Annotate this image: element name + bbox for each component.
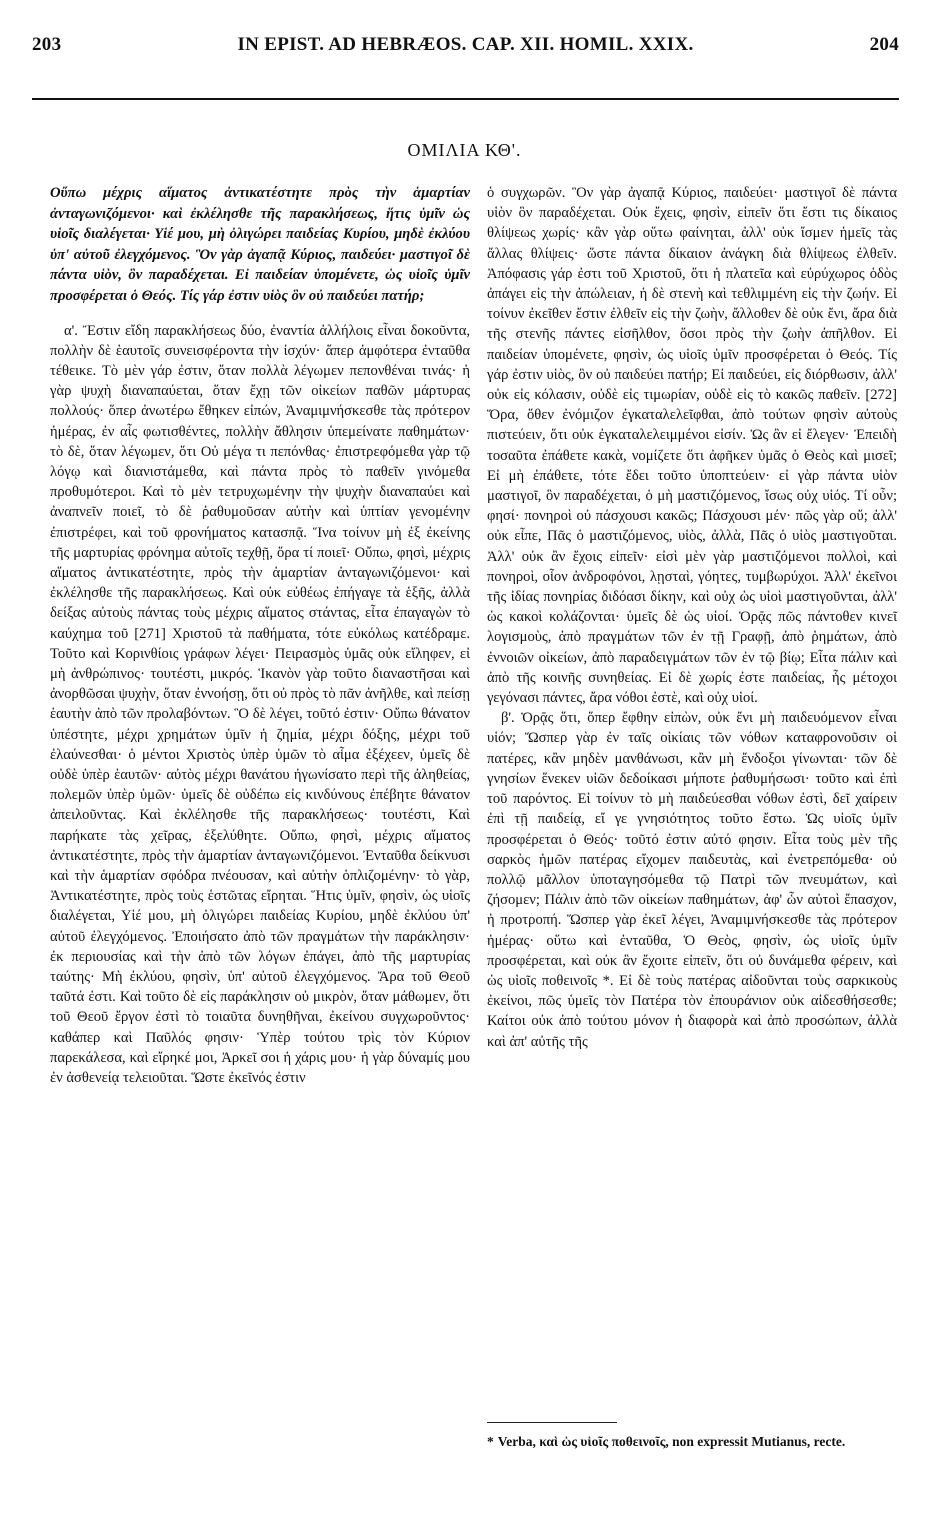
right-body-text-1: ὁ συγχωρῶν. Ὃν γὰρ ἀγαπᾷ Κύριος, παιδεύει· μαστιγοῖ δὲ πάντα υἱὸν ὃν παραδέχεται. Οὐκ ἔχεις, φησὶν, εἰπεῖν ὅτι ἔστι τις δίκαιος θλίψεως χωρίς· κἂν γὰρ οὕτω φαίνηται, ἀλλ' οὐκ ἴσμεν ἡμεῖς τὰς ἄλλας θλίψεις· ὥστε πάντα δίκαιον ἀνάγκη διὰ θλίψεως ἐλθεῖν. Ἀπόφασις γάρ ἐστι τοῦ Χριστοῦ, ὅτι ἡ πλατεῖα καὶ εὐρύχωρος ὁδὸς ἀπάγει εἰς τὴν ἀπώλειαν, ἡ δὲ στενὴ καὶ τεθλιμμένη εἰς τὴν ζωήν. Εἰ τοίνυν ἐκεῖθεν ἔστιν ἐλθεῖν εἰς τὴν ζωὴν, ἄλλοθεν δὲ οὐκ ἔνι, ἄρα διὰ τῆς στενῆς πάντες εἰσῆλθον, ὅσοι πρὸς τὴν ζωὴν ἀπῆλθον. Εἰ παιδείαν ὑπομένετε, φησὶν, ὡς υἱοῖς ὑμῖν προσφέρεται ὁ Θεός. Τίς γάρ ἐστιν υἱὸς, ὃν οὐ παιδεύει πατήρ; Εἰ παιδεύει, εἰς διόρθωσιν, ἀλλ' οὐκ εἰς κόλασιν, οὐδὲ εἰς τιμωρίαν, οὐδὲ εἰς τὸ κακῶς παθεῖν. [272] Ὅρα, ὅθεν ἐνόμιζον ἐγκαταλελεῖφθαι, ἀπὸ τούτων φησὶν αὐτοὺς πιστεύειν, ὅτι οὐκ ἐγκαταλελειμμένοι εἰσίν. Ὡς ἂν εἰ ἔλεγεν· Ἐπειδὴ τοσαῦτα ἐπάθετε κακὰ, νομίζετε ὅτι ἀφῆκεν ὑμᾶς ὁ Θεὸς καὶ μισεῖ; Εἰ μὴ ἐπάθετε, τότε ἔδει τοῦτο ὑποπτεύειν· εἰ γὰρ πάντα υἱὸν μαστιγοῖ, ὃν παραδέχεται, ὁ μὴ μαστιζόμενος, ἴσως οὐχ υἱός. Τί οὖν; φησί· πονηροὶ οὐ πάσχουσι κακῶς; Πάσχουσι μέν· πῶς γὰρ οὔ; ἀλλ' οὐκ εἶπε, Πᾶς ὁ μαστιζόμενος, υἱὸς, ἀλλὰ, Πᾶς ὁ υἱὸς μαστιγοῦται. Ἀλλ' οὐκ ἂν ἔχοις εἰπεῖν· εἰσὶ μὲν γὰρ μαστιζόμενοι πολλοὶ, καὶ πονηροὶ, οἷον ἀνδροφόνοι, λῃσταὶ, γόητες, τυμβωρύχοι. Ἀλλ' ἐκεῖνοι τῆς ἰδίας πονηρίας διδόασι δίκην, καὶ οὐχ ὡς υἱοὶ μαστιγοῦνται, ἀλλ' ὡς κακοὶ κολάζονται· ὑμεῖς δὲ ὡς υἱοί. Ὁρᾷς πῶς πάντοθεν κινεῖ λογισμοὺς, ἀπὸ πραγμάτων τῶν ἐν τῇ Γραφῇ, ἀπὸ ῥημάτων, ἀπὸ ἐννοιῶν οἰκείων, ἀπὸ παραδειγμάτων τῶν ἐν τῷ βίῳ; Εἶτα πάλιν καὶ ἀπὸ τῆς κοινῆς συνηθείας. Εἰ δὲ χωρίς ἐστε παιδείας, ἧς μέτοχοι γεγόνασι πάντες, ἄρα νόθοι ἐστὲ, καὶ οὐχ υἱοί. xyxy=(487,185,897,707)
footnote-marker: * xyxy=(487,1434,494,1449)
footnote-rule xyxy=(487,1422,617,1423)
right-body-text-2: β'. Ὁρᾷς ὅτι, ὅπερ ἔφθην εἰπὼν, οὐκ ἔνι μὴ παιδευόμενον εἶναι υἱόν; Ὥσπερ γὰρ ἐν ταῖς οἰκίαις τῶν νόθων καταφρονοῦσιν οἱ πατέρες, κἂν μηδὲν μανθάνωσι, κἂν μὴ ἔνδοξοι γίνωνται· τῶν δὲ γνησίων ἕνεκεν υἱῶν δεδοίκασι μήποτε ῥαθυμήσωσι· τοῦτο καὶ ἐπὶ τοῦ παρόντος. Εἰ τοίνυν τὸ μὴ παιδεύεσθαι νόθων ἐστὶ, δεῖ χαίρειν ἐπὶ τῇ παιδείᾳ, εἴ γε γνησιότητος τοῦτο ἔστω. Ὡς υἱοῖς ὑμῖν προσφέρεται ὁ Θεός· τοῦτό ἐστιν αὐτό φησιν. Εἶτα τοὺς μὲν τῆς σαρκὸς ἡμῶν πατέρας εἴχομεν παιδευτὰς, καὶ ἐνετρεπόμεθα· οὐ πολλῷ μᾶλλον ὑποταγησόμεθα τῷ Πατρὶ τῶν πνευμάτων, καὶ ζήσομεν; Πάλιν ἀπὸ τῶν οἰκείων παθημάτων, ἀφ' ὧν αὐτοὶ ἔπασχον, ἡ προτροπή. Ὥσπερ γὰρ ἐκεῖ λέγει, Ἀναμιμνήσκεσθε τὰς πρότερον ἡμέρας· οὕτω καὶ ἐνταῦθα, Ὁ Θεὸς, φησὶν, ὡς υἱοῖς ὑμῖν προσφέρεται, καὶ οὐκ ἂν ἔχοιτε εἰπεῖν, ὅτι οὐ δυνάμεθα φέρειν, καὶ ὡς υἱοῖς ποθεινοῖς *. Εἰ δὲ τοὺς πατέρας αἰδοῦνται τοὺς σαρκικοὺς ἐκείνοι, πῶς ὑμεῖς τὸν Πατέρα τὸν ἐπουράνιον οὐκ αἰδεσθήσεσθε; Καίτοι οὐκ ἀπὸ τούτου μόνον ἡ διαφορὰ καὶ ἀπὸ προσώπων, ἀλλὰ καὶ ἀπ' αὐτῆς τῆς xyxy=(487,710,897,1050)
footnote-greek: Verba, καὶ ὡς υἱοῖς ποθεινοῖς, xyxy=(497,1434,669,1449)
page-number-right: 204 xyxy=(869,34,899,55)
running-title: IN EPIST. AD HEBRÆOS. CAP. XII. HOMIL. XXIX. xyxy=(237,34,694,55)
header-rule xyxy=(32,98,899,100)
right-column xyxy=(487,183,897,1052)
footnote-latin: non expressit Mutianus, recte. xyxy=(672,1434,846,1449)
running-head xyxy=(32,34,899,60)
left-body-text: α'. Ἔστιν εἴδη παρακλήσεως δύο, ἐναντία ἀλλήλοις εἶναι δοκοῦντα, πολλὴν δὲ ἑαυτοῖς συνεισφέροντα τὴν ἰσχύν· ἅπερ ἀμφότερα ἐνταῦθα τέθεικε. Τὸ μὲν γάρ ἐστιν, ὅταν πολλὰ λέγωμεν πεπονθέναι τινάς· ἡ γὰρ ψυχὴ διαναπαύεται, ὅταν ἔχῃ τῶν οἰκείων παθῶν μάρτυρας πολλούς· ὅπερ ἀνωτέρω ἔθηκεν εἰπών, Ἀναμιμνήσκεσθε τὰς πρότερον ἡμέρας, ἐν αἷς φωτισθέντες, πολλὴν ἄθλησιν ὑπεμείνατε παθημάτων· τὸ δὲ, ὅταν λέγωμεν, ὅτι Οὐ μέγα τι πεπόνθας· ἐπιστρεφόμεθα γὰρ τῷ λόγῳ καὶ διανιστάμεθα, καὶ πάντα πρὸς τὸ παθεῖν γινόμεθα προθυμότεροι. Καὶ τὸ μὲν τετρυχωμένην τὴν ψυχὴν διαναπαύει καὶ ἀναπνεῖν ποιεῖ, τὸ δὲ ῥαθυμοῦσαν αὐτὴν καὶ ὑπτίαν γενομένην ἐπιστρέφει, καὶ τοῦ φρονήματος κατασπᾷ. Ἵνα τοίνυν μὴ ἐξ ἐκείνης τῆς μαρτυρίας φρόνημα αὐτοῖς τεχθῇ, ὅρα τί ποιεῖ· Οὔπω, φησὶ, μέχρις αἵματος ἀντικατέστητε, πρὸς τὴν ἁμαρτίαν ἀνταγωνιζόμενοι· καὶ ἐκλέλησθε τῆς παρακλήσεως. Καὶ οὐκ εὐθέως ἐπήγαγε τὰ ἑξῆς, ἀλλὰ δείξας αὐτοὺς πάντας τοὺς μέχρις αἵματος στάντας, εἶτα ἐπαγαγὼν τὸ καύχημα τοῦ [271] Χριστοῦ τὰ παθήματα, τότε εὐκόλως κατέδραμε. Τοῦτο καὶ Κορινθίοις γράφων λέγει· Πειρασμὸς ὑμᾶς οὐκ εἴληφεν, εἰ μὴ ἀνθρώπινος· τουτέστι, μικρός. Ἱκανὸν γὰρ τοῦτο διαναστῆσαι καὶ ἀνορθῶσαι ψυχὴν, ὅταν ἐννοήσῃ, ὅτι οὐ πρὸς τὸ πᾶν ἀνῆλθε, καὶ πείσῃ ἑαυτὴν ἀπὸ τῶν προλαβόντων. Ὃ δὲ λέγει, τοῦτό ἐστιν· Οὔπω θάνατον ὑπέστητε, μέχρι χρημάτων ὑμῖν ἡ ζημία, μέχρι δόξης, μέχρι τοῦ ἐλαύνεσθαι· ὁ μέντοι Χριστὸς ὑπὲρ ὑμῶν τὸ αἷμα ἐξέχεεν, ὑμεῖς δὲ οὐδὲ ὑπὲρ ἑαυτῶν· αὐτὸς μέχρι θανάτου ἠγωνίσατο περὶ τῆς ἀληθείας, πολεμῶν ὑπὲρ ὑμῶν· ὑμεῖς δὲ οὐδέπω εἰς κινδύνους ἐπέβητε θάνατον ἀπειλοῦντας. Καὶ ἐκλέλησθε τῆς παρακλήσεως· τουτέστι, Καὶ παρήκατε τὰς χεῖρας, ἐξελύθητε. Οὔπω, φησὶ, μέχρις αἵματος ἀντικατέστητε, πρὸς τὴν ἁμαρτίαν ἀνταγωνιζόμενοι. Ἐνταῦθα δείκνυσι καὶ τὴν ἁμαρτίαν σφόδρα πνέουσαν, καὶ αὐτὴν ὁπλιζομένην· τὸ γὰρ, Ἀντικατέστητε, πρὸς τοὺς ἑστῶτας εἴρηται. Ἥτις ὑμῖν, φησὶν, ὡς υἱοῖς διαλέγεται, Υἱέ μου, μὴ ὀλιγώρει παιδείας Κυρίου, μηδὲ ἐκλύου ὑπ' αὐτοῦ ἐλεγχόμενος. Ἐποιήσατο ἀπὸ τῶν πραγμάτων τὴν παράκλησιν· ἐκ περιουσίας καὶ τὴν ἀπὸ τῶν λόγων ἐπάγει, ἀπὸ τῆς μαρτυρίας ταύτης· Μὴ ἐκλύου, φησὶν, ὑπ' αὐτοῦ ἐλεγχόμενος. Ἄρα τοῦ Θεοῦ ταῦτά ἐστι. Καὶ τοῦτο δὲ εἰς παράκλησιν οὐ μικρὸν, ὅταν μάθωμεν, ὅτι τοῦ Θεοῦ ἔργον ἐστὶ τὸ τοιαῦτα δυνηθῆναι, ἐκείνου συγχωροῦντος· καθάπερ καὶ Παῦλός φησιν· Ὑπὲρ τούτου τρὶς τὸν Κύριον παρεκάλεσα, καὶ εἴρηκέ μοι, Ἀρκεῖ σοι ἡ χάρις μου· ἡ γὰρ δύναμίς μου ἐν ἀσθενείᾳ τελειοῦται. Ὥστε ἐκεῖνός ἐστιν xyxy=(50,322,470,1087)
left-column xyxy=(50,183,470,1088)
homily-title: ΟΜΙΛΙΑ ΚΘ'. xyxy=(407,140,522,160)
page-number-left: 203 xyxy=(32,34,62,55)
verse-heading: Οὔπω μέχρις αἵματος ἀντικατέστητε πρὸς τὴν ἁμαρτίαν ἀνταγωνιζόμενοι· καὶ ἐκλέλησθε τῆς παρακλήσεως, ἥτις ὑμῖν ὡς υἱοῖς διαλέγεται· Υἱέ μου, μὴ ὀλιγώρει παιδείας Κυρίου, μηδὲ ἐκλύου ὑπ' αὐτοῦ ἐλεγχόμενος. Ὃν γὰρ ἀγαπᾷ Κύριος, παιδεύει· μαστιγοῖ δὲ πάντα υἱὸν, ὃν παραδέχεται. Εἰ παιδείαν ὑπομένετε, ὡς υἱοῖς ὑμῖν προσφέρεται ὁ Θεός. Τίς γάρ ἐστιν υἱὸς ὃν οὐ παιδεύει πατήρ; xyxy=(50,185,470,304)
footnote xyxy=(487,1432,897,1451)
